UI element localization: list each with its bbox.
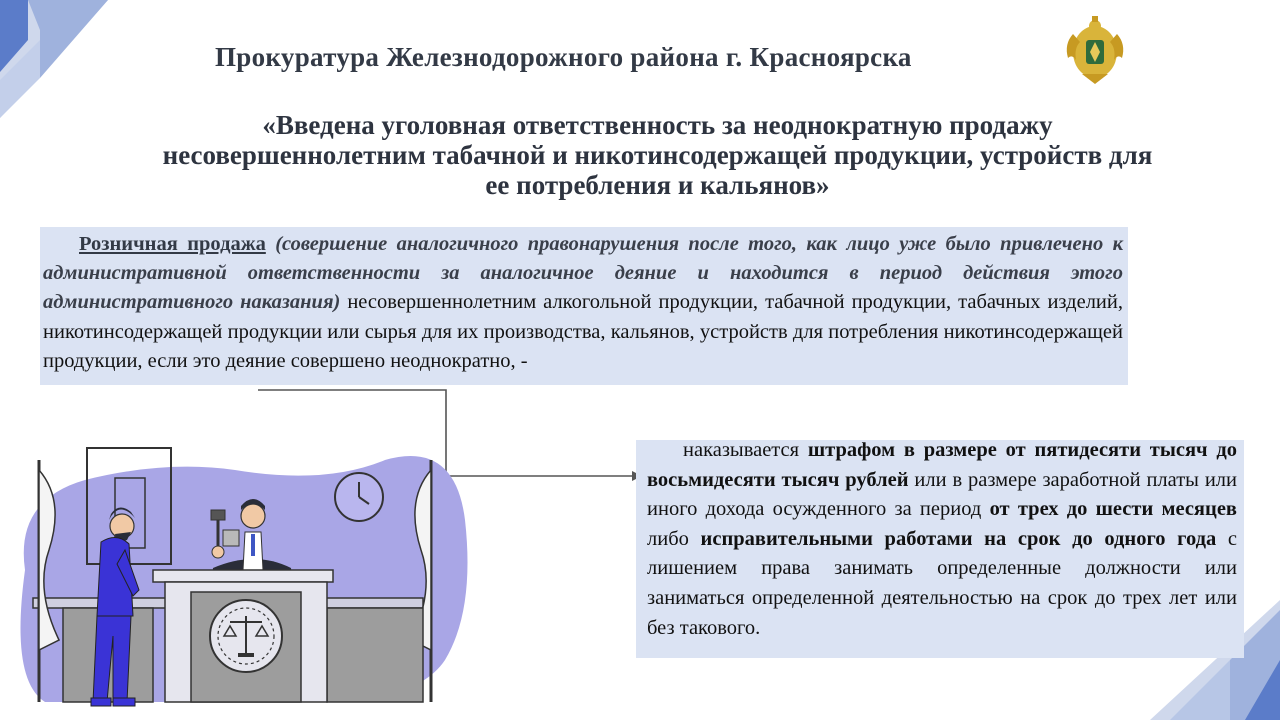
offense-description-rest: несовершеннолетним алкогольной продукции, табачной продукции, табачных изделий, никотинсодержащей продукции или сырья для их производства, кальянов, устройств для потребления никотинсодержащей продукции, если это деяние совершено неоднократно, -	[43, 291, 1123, 372]
repeated-offense-definition: (совершение аналогичного правонарушения после того, как лицо уже было привлечено к административной ответственности за аналогичное деяние и находится в период действия этого административного наказания)	[43, 233, 1124, 314]
penalty-part-4: с лишением права занимать определенные должности или заниматься определенной деятельностью на срок до трех лет или без такового.	[647, 527, 1238, 639]
page-title: Прокуратура Железнодорожного района г. Красноярска	[215, 42, 912, 72]
retail-sale-term: Розничная продажа	[79, 233, 266, 255]
penalty-fine: штрафом в размере от пятидесяти тысяч до восьмидесяти тысяч рублей	[647, 439, 1237, 491]
penalty-part-1: наказывается	[683, 439, 808, 461]
penalty-part-2: или в размере заработной платы или иного дохода осужденного за период	[647, 468, 1237, 521]
headline-line-1: «Введена уголовная ответственность за неоднократную продажу	[262, 110, 1053, 140]
wall-clock-icon	[335, 473, 383, 521]
courtroom-illustration	[5, 440, 475, 720]
penalty-description	[647, 436, 1237, 643]
penalty-period: от трех до шести месяцев	[989, 498, 1237, 521]
headline-line-2: несовершеннолетним табачной и никотинсодержащей продукции, устройств для	[162, 140, 1153, 170]
headline-line-3: ее потребления и кальянов»	[485, 170, 830, 200]
penalty-correctional-work: исправительными работами на срок до одного года	[700, 527, 1217, 550]
scales-of-justice-icon	[210, 600, 282, 672]
penalty-part-3: либо	[647, 527, 701, 550]
